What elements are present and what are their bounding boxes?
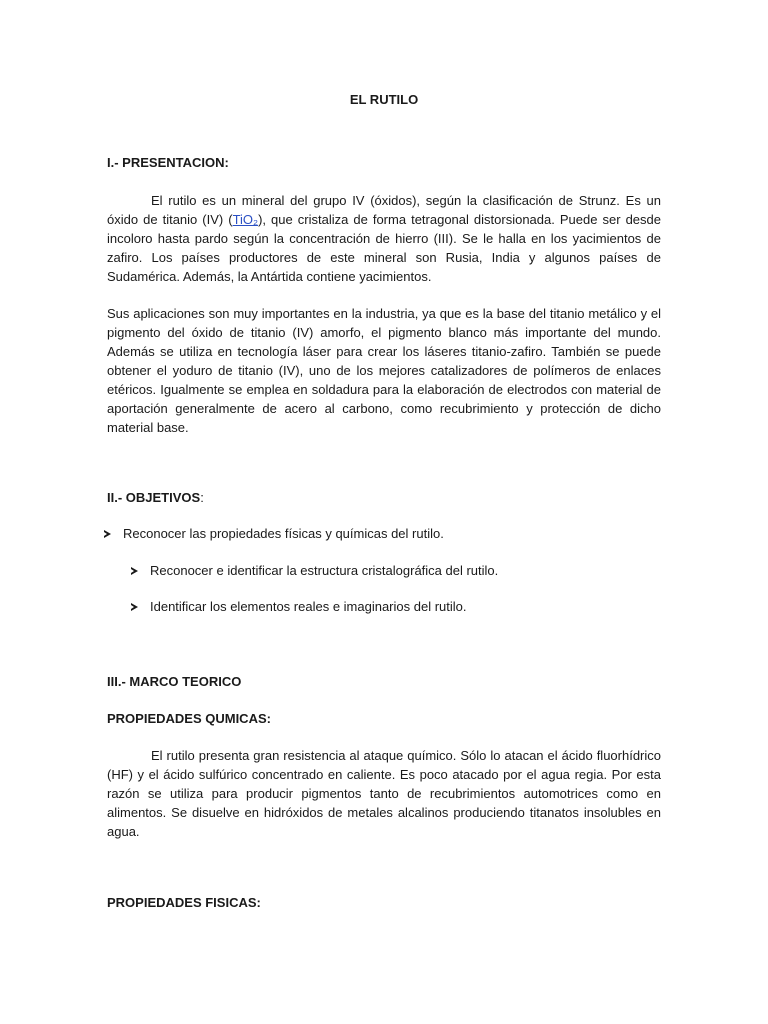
paragraph-presentacion-2: Sus aplicaciones son muy importantes en la industria, ya que es la base del titanio metálico y el pigmento del óxido de titanio (IV) amorfo, el pigmento blanco más importante del mundo. Además se utiliza en tecnología láser para crear los láseres titanio-zafiro. También se puede obtener el yoduro de titanio (IV), uno de los mejores catalizadores de polímeros de enlaces etéricos. Igualmente se emplea en soldadura para la elaboración de electrodos con material de aportación generalmente de acero al carbono, como recubrimiento y protección de dicho material base.: [107, 306, 661, 435]
tio2-link[interactable]: TiO₂: [232, 212, 259, 227]
subheading-propiedades-fisicas: PROPIEDADES FISICAS:: [107, 895, 261, 910]
subheading-propiedades-quimicas: PROPIEDADES QUMICAS:: [107, 711, 271, 726]
section-heading-presentacion: I.- PRESENTACION:: [107, 155, 229, 170]
paragraph-propiedades-quimicas: [107, 746, 661, 841]
paragraph-presentacion-1: [107, 191, 661, 286]
objective-item-2: [131, 563, 498, 578]
objective-item-1: [104, 526, 444, 541]
paragraph-text: El rutilo es un mineral del grupo IV (óxidos), según la clasificación de Strunz. Es un óxido de titanio (IV) (: [107, 193, 661, 227]
arrow-bullet-icon: [131, 567, 138, 575]
document-title: EL RUTILO: [349, 92, 419, 107]
section-heading-marco-teorico: III.- MARCO TEORICO: [107, 674, 242, 689]
objective-text: Identificar los elementos reales e imaginarios del rutilo.: [150, 599, 467, 614]
objective-text: Reconocer las propiedades físicas y químicas del rutilo.: [123, 526, 444, 541]
paragraph-text: El rutilo presenta gran resistencia al ataque químico. Sólo lo atacan el ácido fluorhídrico (HF) y el ácido sulfúrico concentrado en caliente. Es poco atacado por el agua regia. Por esta razón se utiliza para producir pigmentos tanto de recubrimientos automotrices como en alimentos. Se disuelve en hidróxidos de metales alcalinos produciendo titanatos insolubles en agua.: [107, 748, 661, 839]
objective-item-3: [131, 599, 467, 614]
arrow-bullet-icon: [131, 603, 138, 611]
objective-text: Reconocer e identificar la estructura cristalográfica del rutilo.: [150, 563, 499, 578]
section-heading-objetivos: [107, 490, 204, 505]
paragraph-text: ), que cristaliza de forma tetragonal distorsionada. Puede ser desde incoloro hasta pardo según la concentración de hierro (III). Se le halla en los yacimientos de zafiro. Los países productores de este mineral son Rusia, India y algunos países de Sudamérica. Además, la Antártida contiene yacimientos.: [107, 212, 661, 284]
section-heading-text: II.- OBJETIVOS: [107, 490, 201, 505]
heading-colon: :: [200, 490, 204, 505]
arrow-bullet-icon: [104, 530, 111, 538]
